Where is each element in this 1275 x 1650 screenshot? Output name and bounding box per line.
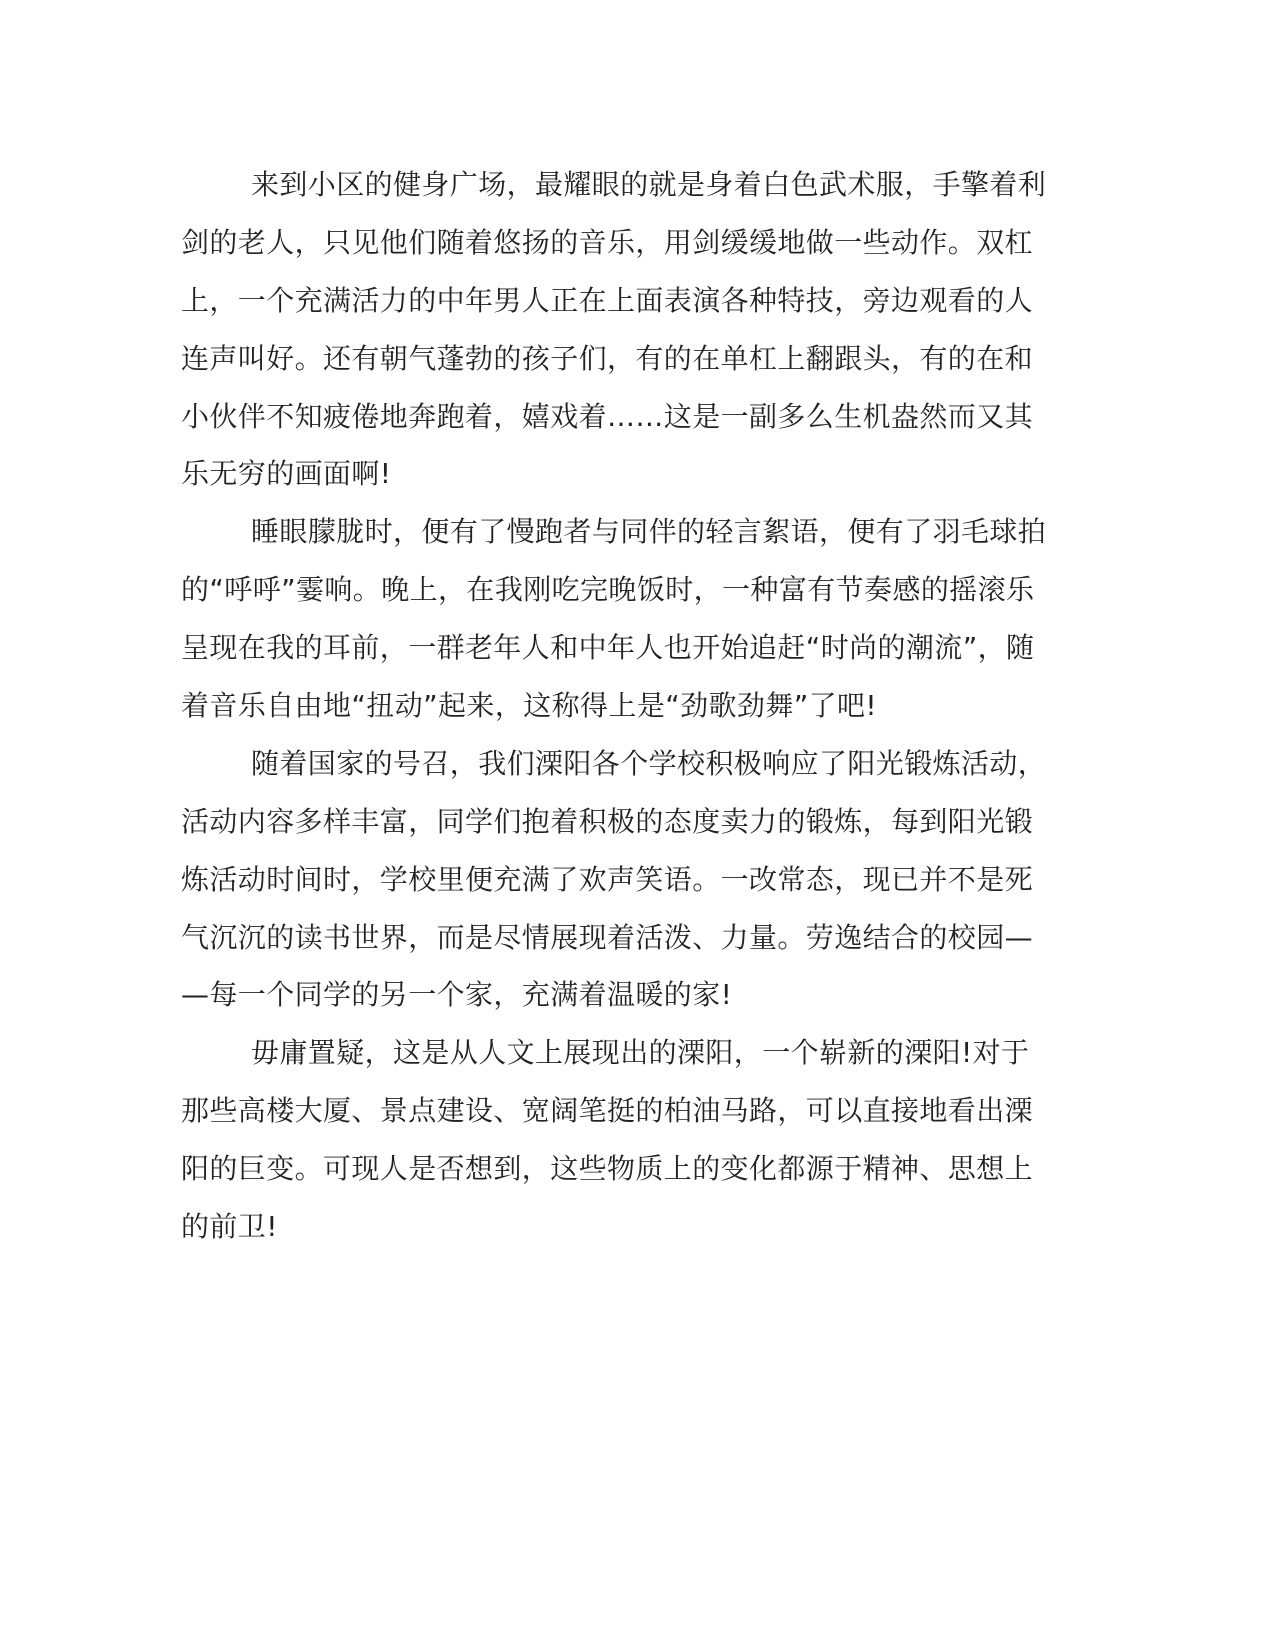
text-line: 呈现在我的耳前，一群老年人和中年人也开始追赶“时尚的潮流”，随 xyxy=(181,631,1035,665)
text-line: 上，一个充满活力的中年男人正在上面表演各种特技，旁边观看的人 xyxy=(181,283,1034,317)
text-line: 着音乐自由地“扭动”起来，这称得上是“劲歌劲舞”了吧! xyxy=(181,689,878,723)
text-line: 气沉沉的读书世界，而是尽情展现着活泼、力量。劳逸结合的校园— xyxy=(181,920,1034,954)
text-line: 随着国家的号召，我们溧阳各个学校积极响应了阳光锻炼活动， xyxy=(251,746,1047,780)
text-line: 炼活动时间时，学校里便充满了欢声笑语。一改常态，现已并不是死 xyxy=(181,862,1034,896)
paragraph-3 xyxy=(181,735,1047,1024)
text-line: 那些高楼大厦、景点建设、宽阔笔挺的柏油马路，可以直接地看出溧 xyxy=(181,1094,1034,1128)
paragraph-4 xyxy=(181,1024,1034,1256)
text-line: 阳的巨变。可现人是否想到，这些物质上的变化都源于精神、思想上 xyxy=(181,1152,1034,1186)
text-line: 剑的老人，只见他们随着悠扬的音乐，用剑缓缓地做一些动作。双杠 xyxy=(181,225,1034,259)
paragraph-2 xyxy=(181,503,1047,735)
text-line: 睡眼朦胧时，便有了慢跑者与同伴的轻言絮语，便有了羽毛球拍 xyxy=(251,515,1047,549)
text-line: 活动内容多样丰富，同学们抱着积极的态度卖力的锻炼，每到阳光锻 xyxy=(181,804,1034,838)
document-body xyxy=(181,156,1047,1256)
text-line: 小伙伴不知疲倦地奔跑着，嬉戏着……这是一副多么生机盎然而又其 xyxy=(181,399,1034,433)
text-line: 的“呼呼”霎响。晚上，在我刚吃完晚饭时，一种富有节奏感的摇滚乐 xyxy=(181,573,1035,607)
text-line: 毋庸置疑，这是从人文上展现出的溧阳，一个崭新的溧阳!对于 xyxy=(251,1036,1030,1070)
text-line: 乐无穷的画面啊! xyxy=(181,457,392,491)
text-line: —每一个同学的另一个家，充满着温暖的家! xyxy=(181,978,733,1012)
text-line: 来到小区的健身广场，最耀眼的就是身着白色武术服，手擎着利 xyxy=(251,168,1047,201)
text-line: 连声叫好。还有朝气蓬勃的孩子们，有的在单杠上翻跟头，有的在和 xyxy=(181,341,1034,375)
text-line: 的前卫! xyxy=(181,1210,278,1244)
paragraph-1 xyxy=(181,156,1047,503)
